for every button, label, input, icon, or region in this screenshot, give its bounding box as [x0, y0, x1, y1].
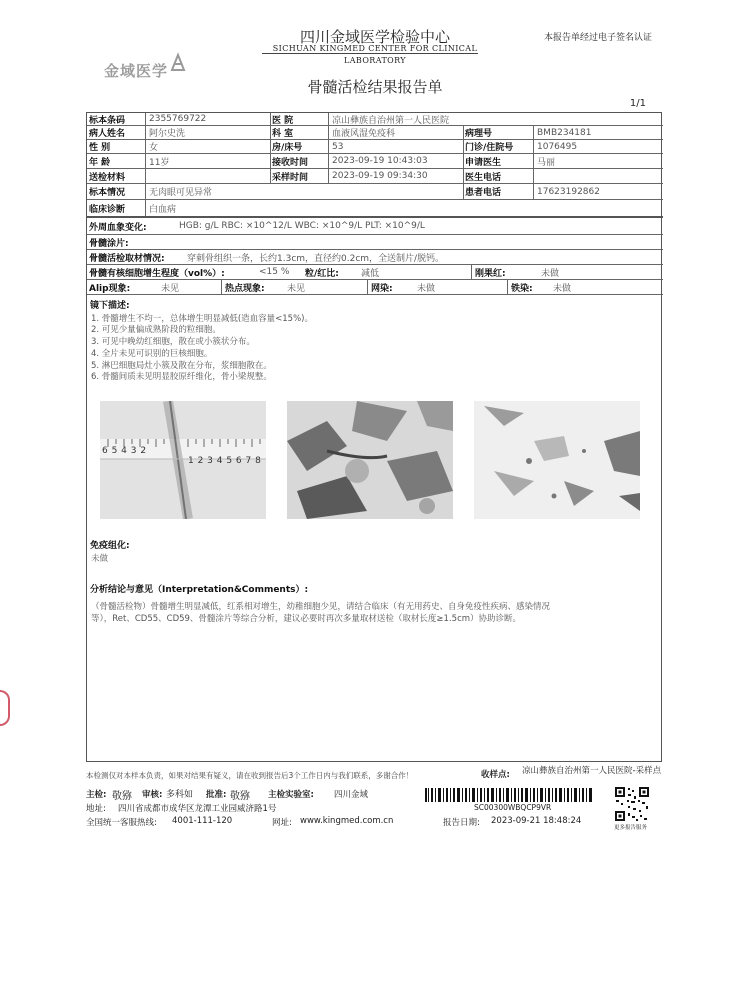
hospital-label: 医 院: [272, 115, 294, 125]
page-number: 1/1: [629, 98, 646, 109]
reticulin-label: 网染:: [371, 283, 393, 294]
seal-stamp-fragment: [0, 690, 10, 726]
report-date-value: 2023-09-21 18:48:24: [491, 816, 582, 826]
barcode-value: 2355769722: [149, 114, 207, 124]
lab-label: 主检实验室:: [268, 790, 314, 800]
inspector-label: 主检:: [86, 790, 107, 800]
bed-value: 53: [332, 141, 344, 152]
diagnosis-value: 白血病: [149, 204, 177, 215]
barcode-label: 标本条码: [89, 115, 126, 125]
smear-label: 骨髓涂片:: [89, 238, 129, 249]
stains-row: [87, 280, 663, 295]
material-value: [145, 169, 270, 183]
microscopy-line: 2. 可见少量偏成熟阶段的粒细胞。: [91, 325, 221, 335]
lab-value: 四川金域: [334, 790, 369, 800]
microscopy-line: 6. 骨髓间质未见明显胶原纤维化，骨小梁规整。: [91, 372, 272, 382]
conclusion-line-2: 等），Ret、CD55、CD59、骨髓涂片等综合分析，建议必要时再次多量取材送检（取材长度≥1.5cm）协助诊断。: [91, 614, 522, 624]
info-row-3: [87, 140, 663, 154]
ruler-left-digits: 6 5 4 3 2: [102, 446, 147, 456]
doctor-phone-label: 医生电话: [465, 172, 502, 183]
doctor-value: 马丽: [537, 157, 556, 168]
microscopy-line: 3. 可见中晚幼红细胞，散在或小簇状分布。: [91, 337, 255, 347]
reviewer-label: 审核:: [142, 790, 163, 800]
hotspot-value: 未见: [287, 283, 306, 294]
blood-label: 外周血象变化:: [89, 222, 147, 233]
report-title: 骨髓活检结果报告单: [307, 78, 443, 96]
receive-point-value: 凉山彝族自治州第一人民医院-采样点: [522, 766, 662, 776]
cellularity-row: [87, 265, 663, 280]
hotline-label: 全国统一客服热线:: [86, 818, 157, 828]
immuno-label: 免疫组化:: [90, 541, 130, 551]
blood-value: HGB: g/L RBC: ×10^12/L WBC: ×10^9/L PLT: ×10^9/L: [179, 221, 425, 231]
immuno-value: 未做: [91, 554, 109, 564]
disclaimer: 本检测仅对本样本负责，如果对结果有疑义，请在收到报告后3个工作日内与我们联系，多谢合作！: [86, 771, 414, 780]
alip-label: Alip现象:: [89, 283, 131, 294]
microscopy-line: 4. 全片未见可识别的巨核细胞。: [91, 349, 213, 359]
department-label: 科 室: [272, 129, 294, 139]
report-barcode: [425, 788, 593, 802]
cellularity-label: 骨髓有核细胞增生程度（vol%）:: [89, 268, 225, 279]
receive-time-label: 接收时间: [272, 157, 309, 168]
specimen-value: 无肉眼可见异常: [149, 188, 213, 198]
histology-image-high-power: [474, 401, 640, 519]
microscopy-line: 1. 骨髓增生不均一，总体增生明显减低(造血容量<15%)。: [91, 314, 313, 324]
sex-value: 女: [149, 143, 159, 153]
hospital-value: 凉山彝族自治州第一人民医院: [332, 115, 450, 125]
bed-label: 房/床号: [272, 143, 303, 153]
biopsy-row: [87, 250, 663, 265]
address-label: 地址:: [86, 804, 106, 814]
clinic-no-value: 1076495: [537, 141, 578, 152]
info-row-6: [87, 184, 663, 200]
ruler-right-digits: 1 2 3 4 5 6 7 8: [188, 456, 262, 466]
material-label: 送检材料: [89, 172, 126, 183]
cellularity-value: <15 %: [259, 267, 290, 277]
iron-stain-label: 铁染:: [511, 283, 533, 294]
lab-name-cn: 四川金域医学检验中心: [299, 28, 450, 46]
info-row-1: [87, 113, 663, 126]
patient-name-label: 病人姓名: [89, 129, 126, 139]
clinic-no-label: 门诊/住院号: [465, 143, 514, 153]
specimen-ruler-photo: [100, 401, 266, 519]
age-label: 年 龄: [89, 157, 111, 168]
department-value: 血液风湿免疫科: [332, 129, 396, 139]
report-body: [86, 112, 662, 762]
histology-high-graphic: [474, 401, 640, 519]
biopsy-label: 骨髓活检取材情况:: [89, 253, 165, 264]
histology-image-low-power: [287, 401, 453, 519]
microscopy-label: 镜下描述:: [90, 301, 130, 311]
gr-ratio-label: 粒/红比:: [305, 268, 339, 279]
sex-label: 性 别: [89, 143, 111, 153]
conclusion-label: 分析结论与意见（Interpretation&Comments）:: [90, 585, 309, 595]
receive-time-value: 2023-09-19 10:43:03: [332, 156, 428, 166]
e-signature-note: 本报告单经过电子签名认证: [543, 33, 652, 43]
conclusion-line-1: （骨髓活检物）骨髓增生明显减低，红系相对增生，幼稚细胞少见，请结合临床（有无用药史、自身免疫性疾病、感染情况: [91, 602, 551, 612]
inspector-signature: 敬猕: [112, 791, 132, 802]
qr-caption: 更多报告服务: [614, 825, 648, 831]
gr-ratio-value: 减低: [361, 268, 380, 279]
address-value: 四川省成都市成华区龙潭工业园威济路1号: [118, 804, 277, 814]
patient-name-value: 阿尔史洗: [149, 129, 186, 139]
reticulin-value: 未做: [417, 283, 436, 294]
receive-point-label: 收样点:: [481, 770, 510, 780]
histology-low-graphic: [287, 401, 453, 519]
pathology-no-value: BMB234181: [537, 127, 592, 138]
barcode-text: SC00300WBQCP9VR: [474, 803, 552, 812]
hotspot-label: 热点现象:: [225, 283, 265, 294]
lab-name-en-line2: LABORATORY: [344, 56, 406, 65]
congo-red-value: 未做: [541, 268, 560, 279]
biopsy-value: 穿刺骨组织一条，长约1.3cm，直径约0.2cm，全送制片/脱钙。: [187, 253, 445, 264]
report-date-label: 报告日期:: [443, 818, 480, 828]
smear-row: [87, 235, 663, 250]
approver-label: 批准:: [206, 790, 227, 800]
company-logo: 金域医学: [104, 62, 169, 80]
reviewer-signature: 多科如: [166, 790, 194, 800]
congo-red-label: 刚果红:: [475, 268, 506, 279]
info-row-4: [87, 154, 663, 169]
iron-stain-value: 未做: [553, 283, 572, 294]
specimen-label: 标本情况: [89, 188, 126, 198]
website-value: www.kingmed.com.cn: [300, 816, 394, 826]
microscopy-line: 5. 淋巴细胞局灶小簇及散在分布，浆细胞散在。: [91, 361, 272, 371]
hotline-value: 4001-111-120: [172, 816, 233, 826]
patient-phone-value: 17623192862: [537, 186, 600, 197]
qr-code-icon: [614, 786, 650, 822]
lab-name-en-line1: SICHUAN KINGMED CENTER FOR CLINICAL: [272, 44, 478, 53]
info-row-2: [87, 126, 663, 140]
pathology-no-label: 病理号: [465, 129, 493, 139]
patient-phone-label: 患者电话: [465, 188, 502, 198]
info-row-5: [87, 169, 663, 184]
blood-row: [87, 218, 663, 235]
sample-time-label: 采样时间: [272, 172, 309, 183]
alip-value: 未见: [161, 283, 180, 294]
doctor-phone-value: [533, 169, 663, 183]
age-value: 11岁: [149, 157, 170, 168]
info-row-7: [87, 200, 663, 218]
sample-time-value: 2023-09-19 09:34:30: [332, 171, 428, 181]
website-label: 网址:: [272, 818, 292, 828]
diagnosis-label: 临床诊断: [89, 204, 126, 215]
doctor-label: 申请医生: [465, 157, 502, 168]
approver-signature: 敬猕: [230, 791, 250, 802]
lab-name-rule: [262, 53, 478, 54]
